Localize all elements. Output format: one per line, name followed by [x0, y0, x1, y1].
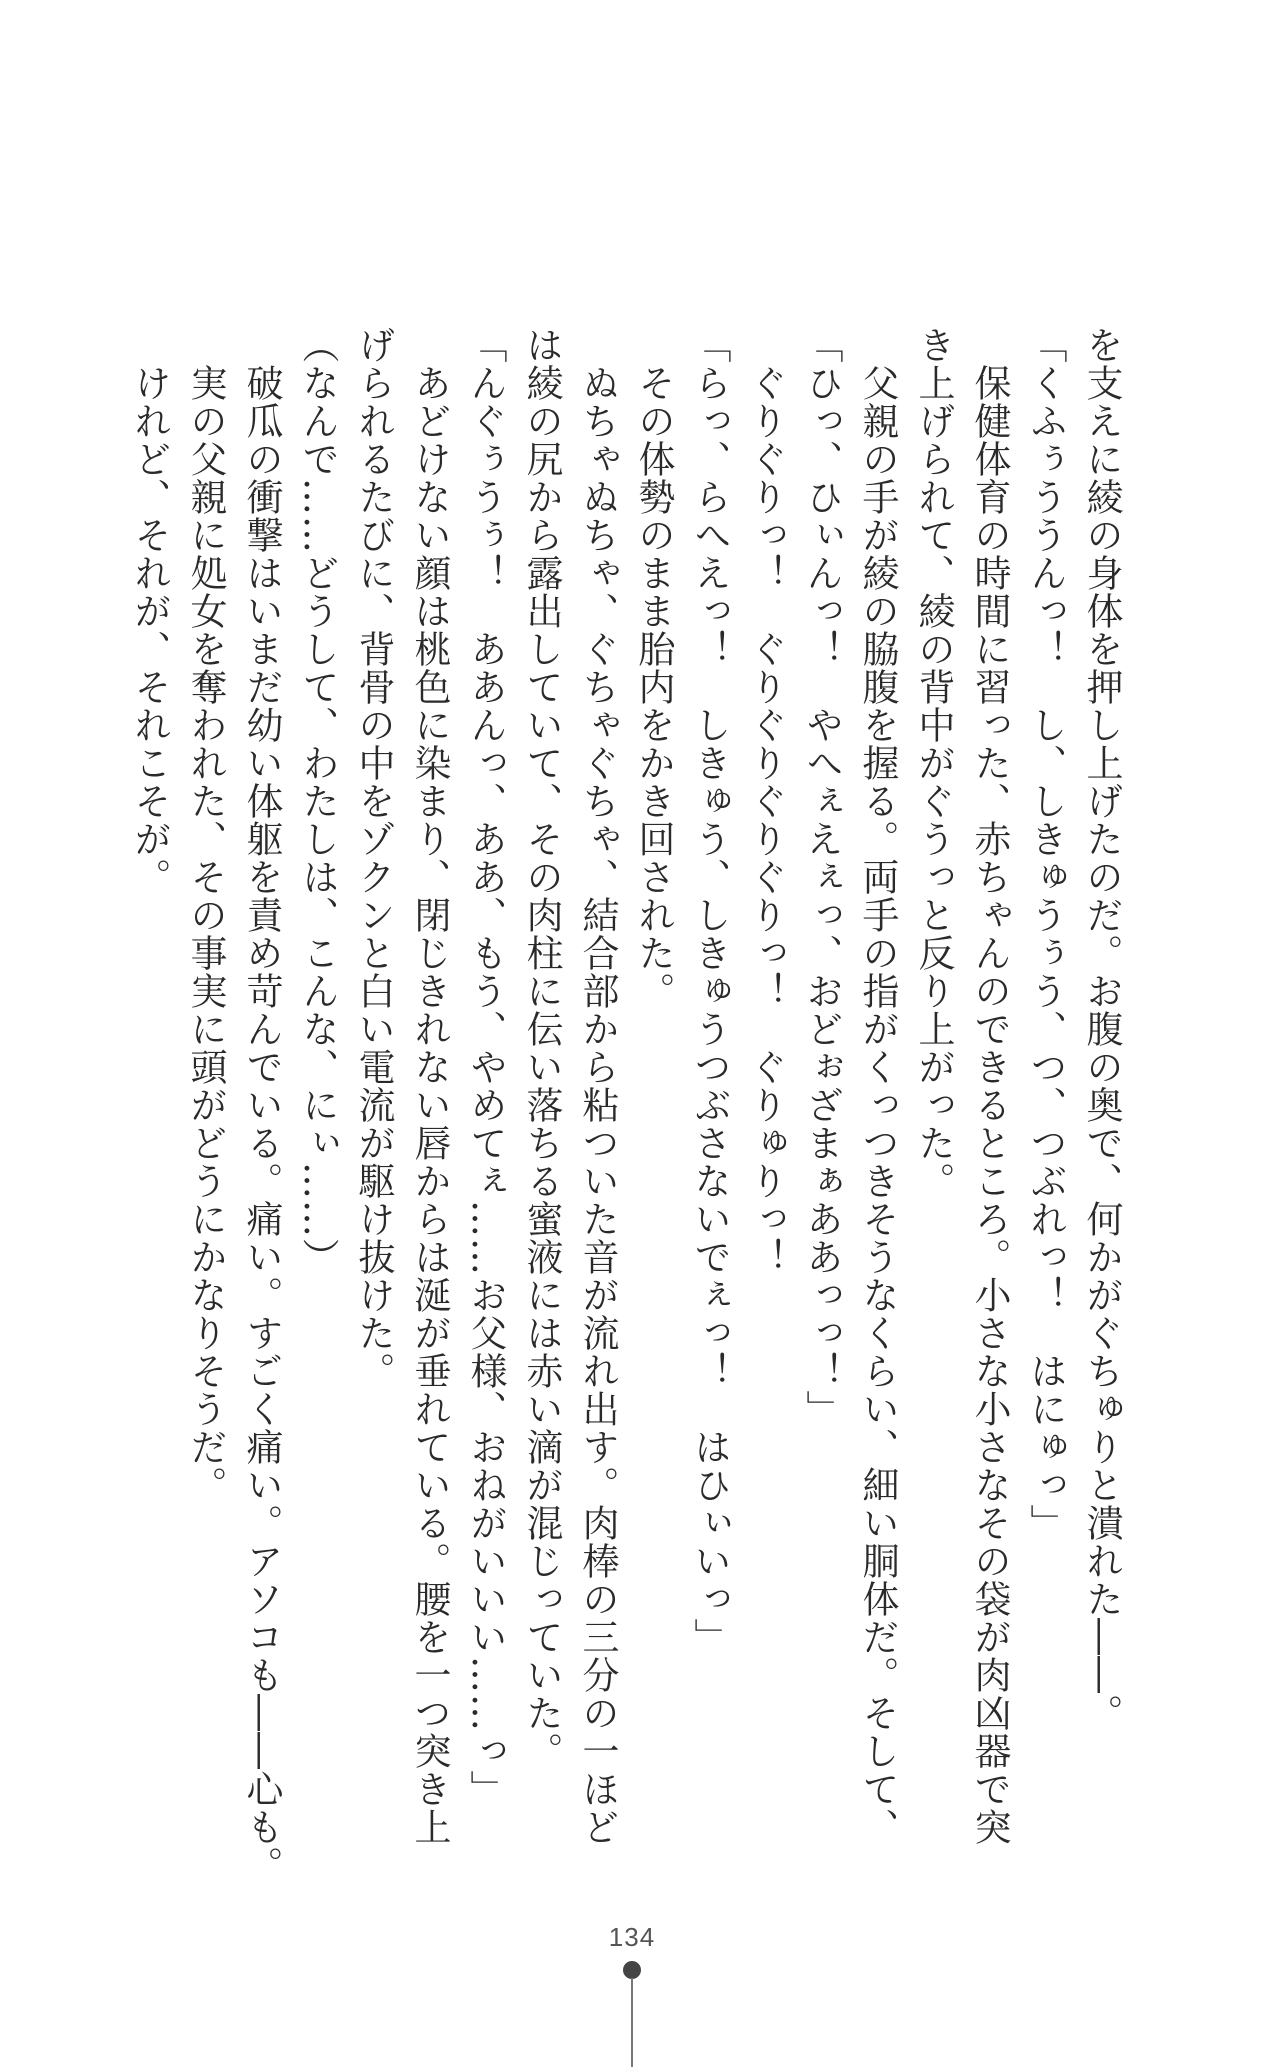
folio-divider — [631, 1978, 633, 2067]
page-number: 134 — [608, 1922, 656, 1952]
text-line: 「んぐぅうぅ！ ああんっ、ああ、もう、やめてぇ……お父様、おねがいいい……っ」 — [464, 326, 507, 1808]
text-line: き上げられて、綾の背中がぐうっと反り上がった。 — [912, 326, 955, 1200]
text-line: げられるたびに、背骨の中をゾクンと白い電流が駆け抜けた。 — [352, 326, 395, 1390]
folio-dot-icon — [623, 1961, 641, 1979]
body-text — [121, 326, 1129, 1884]
text-line: 「くふぅううんっ！ し、しきゅうぅう、つ、つぶれっ！ はにゅっ」 — [1024, 326, 1067, 1542]
text-line: あどけない顔は桃色に染まり、閉じきれない唇からは涎が垂れている。腰を一つ突き上 — [408, 326, 451, 1846]
text-line: けれど、それが、それこそが。 — [128, 326, 171, 896]
text-line: ぬちゃぬちゃ、ぐちゃぐちゃ、結合部から粘ついた音が流れ出す。肉棒の三分の一ほど — [576, 326, 619, 1846]
text-line: 破瓜の衝撃はいまだ幼い体躯を責め苛んでいる。痛い。すごく痛い。アソコも――心も。 — [240, 326, 283, 1884]
text-line: 父親の手が綾の脇腹を握る。両手の指がくっつきそうなくらい、細い胴体だ。そして、 — [856, 326, 899, 1846]
text-line: 保健体育の時間に習った、赤ちゃんのできるところ。小さな小さなその袋が肉凶器で突 — [968, 326, 1011, 1846]
text-line: は綾の尻から露出していて、その肉柱に伝い落ちる蜜液には赤い滴が混じっていた。 — [520, 326, 563, 1770]
text-line: ぐりぐりっ！ ぐりぐりぐりぐりっ！ ぐりゅりっ！ — [744, 326, 787, 1276]
text-line: その体勢のまま胎内をかき回された。 — [632, 326, 675, 1010]
text-line: 「らっ、らへえっ！ しきゅう、しきゅうつぶさないでぇっ！ はひぃいっ」 — [688, 326, 731, 1656]
text-line: 「ひっ、ひぃんっ！ やへぇえぇっ、おどぉざまぁああっっ！」 — [800, 326, 843, 1428]
text-line: （なんで……どうして、わたしは、こんな、にぃ……） — [296, 326, 339, 1276]
text-line: 実の父親に処女を奪われた、その事実に頭がどうにかなりそうだ。 — [184, 326, 227, 1504]
text-line: を支えに綾の身体を押し上げたのだ。お腹の奥で、何かがぐちゅりと潰れた――。 — [1080, 326, 1123, 1732]
